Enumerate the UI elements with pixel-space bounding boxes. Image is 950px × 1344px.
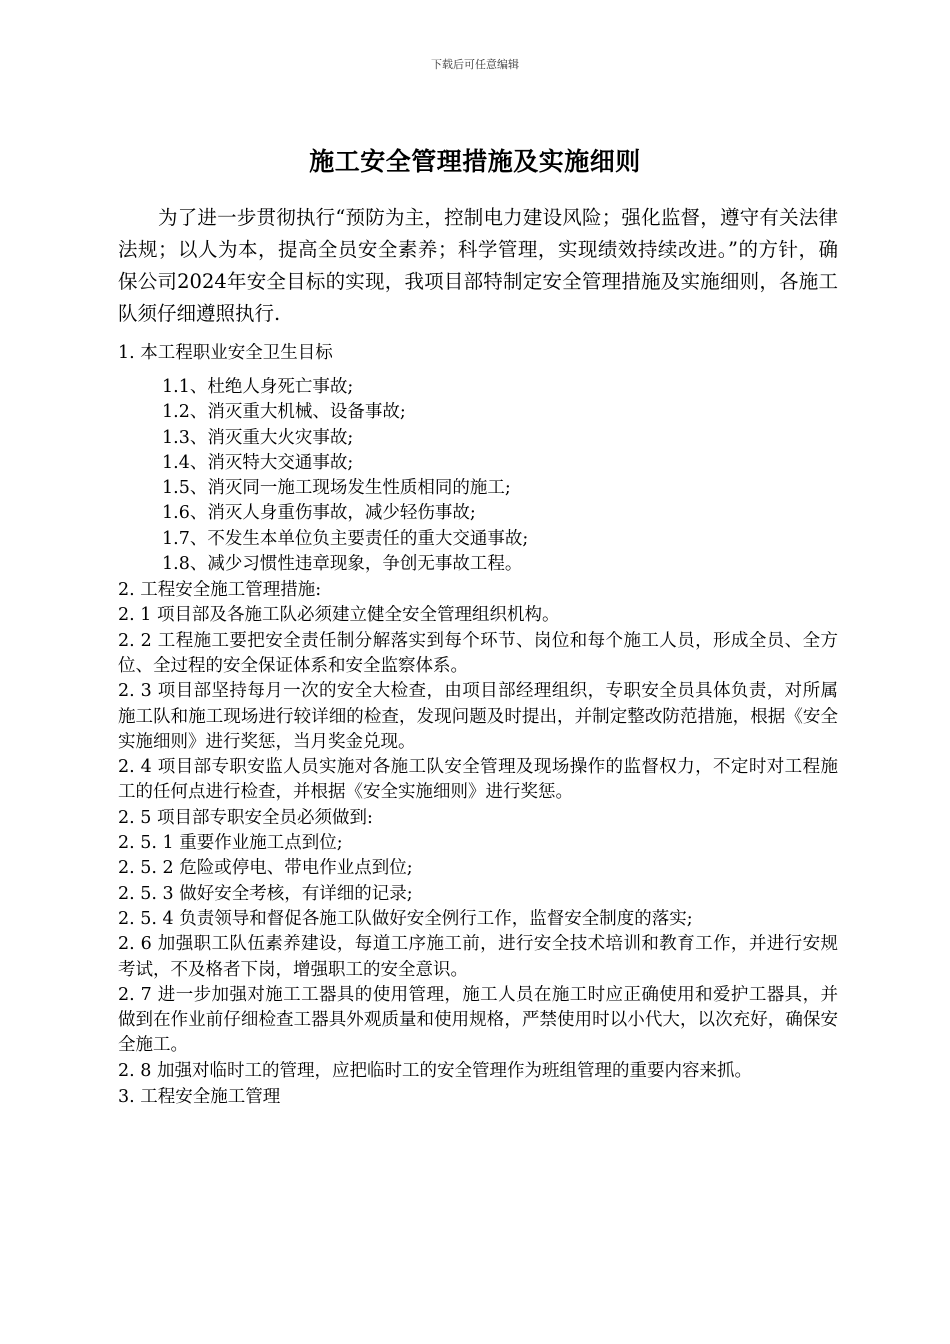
- paragraph: 2. 6 加强职工队伍素养建设，每道工序施工前，进行安全技术培训和教育工作，并进行安规考试，不及格者下岗，增强职工的安全意识。: [118, 934, 838, 980]
- paragraph: 2. 1 项目部及各施工队必须建立健全安全管理组织机构。: [118, 605, 560, 626]
- list-item: 1.3、消灭重大火灾事故;: [162, 427, 354, 448]
- paragraph: 2. 5. 4 负责领导和督促各施工队做好安全例行工作，监督安全制度的落实;: [118, 908, 693, 929]
- paragraph: 2. 3 项目部坚持每月一次的安全大检查，由项目部经理组织，专职安全员具体负责，对所属施工队和施工现场进行较详细的检查，发现问题及时提出，并制定整改防范措施，根据《安全实施细则》进行奖惩，当月奖金兑现。: [118, 681, 838, 752]
- section-3-heading: 3. 工程安全施工管理: [118, 1087, 281, 1108]
- paragraph: 2. 2 工程施工要把安全责任制分解落实到每个环节、岗位和每个施工人员，形成全员、全方位、全过程的安全保证体系和安全监察体系。: [118, 630, 838, 676]
- document-title: 施工安全管理措施及实施细则: [309, 147, 641, 176]
- paragraph: 2. 7 进一步加强对施工工器具的使用管理，施工人员在施工时应正确使用和爱护工器具，并做到在作业前仔细检查工器具外观质量和使用规格，严禁使用时以小代大，以次充好，确保安全施工。: [118, 984, 838, 1056]
- list-item: 1.6、消灭人身重伤事故，减少轻伤事故;: [162, 503, 476, 524]
- paragraph: 2. 5. 1 重要作业施工点到位;: [118, 833, 343, 854]
- section-1-heading: 1. 本工程职业安全卫生目标: [118, 343, 333, 363]
- list-item: 1.2、消灭重大机械、设备事故;: [162, 402, 406, 423]
- paragraph: 2. 8 加强对临时工的管理，应把临时工的安全管理作为班组管理的重要内容来抓。: [118, 1060, 752, 1081]
- list-item: 1.7、不发生本单位负主要责任的重大交通事故;: [162, 528, 529, 549]
- section-2-heading: 2. 工程安全施工管理措施:: [118, 580, 322, 601]
- paragraph: 2. 5. 3 做好安全考核，有详细的记录;: [118, 883, 413, 904]
- paragraph: 2. 5. 2 危险或停电、带电作业点到位;: [118, 858, 413, 879]
- list-item: 1.4、消灭特大交通事故;: [162, 452, 354, 473]
- page-header-note: 下载后可任意编辑: [431, 58, 519, 71]
- intro-paragraph: 为了进一步贯彻执行“预防为主，控制电力建设风险；强化监督，遵守有关法律法规；以人为本，提高全员安全素养；科学管理，实现绩效持续改进。”的方针，确保公司2024年安全目标的实现，我项目部特制定安全管理措施及实施细则，各施工队须仔细遵照执行.: [118, 206, 838, 325]
- paragraph: 2. 5 项目部专职安全员必须做到:: [118, 807, 373, 828]
- document-body: [118, 340, 838, 1110]
- list-item: 1.1、杜绝人身死亡事故;: [162, 377, 354, 397]
- list-item: 1.8、减少习惯性违章现象，争创无事故工程。: [162, 554, 523, 575]
- list-item: 1.5、消灭同一施工现场发生性质相同的施工;: [162, 478, 511, 499]
- paragraph: 2. 4 项目部专职安监人员实施对各施工队安全管理及现场操作的监督权力，不定时对工程施工的任何点进行检查，并根据《安全实施细则》进行奖惩。: [118, 757, 838, 803]
